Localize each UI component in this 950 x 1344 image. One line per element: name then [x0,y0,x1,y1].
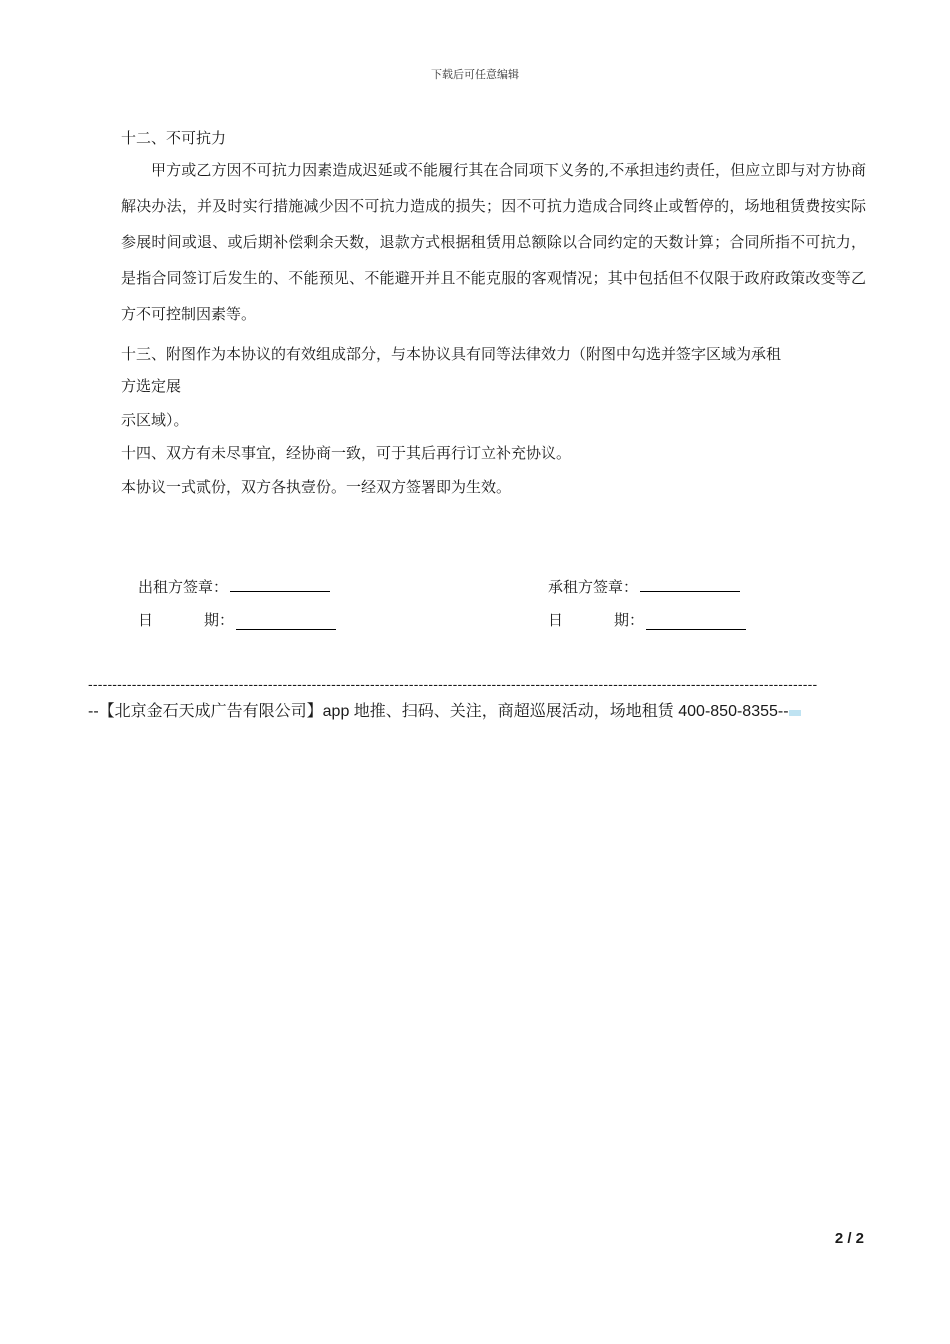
lessor-signature-label: 出租方签章： [138,578,229,596]
lessee-date-char-1: 日 [548,611,564,629]
lessee-date-row [548,610,746,635]
lessee-signature-row [548,577,740,597]
lessor-signature-row [138,577,330,597]
lessor-date-char-2: 期： [203,611,234,629]
lessor-date-char-1: 日 [138,611,154,629]
section-13-line-3: 示区域）。 [121,411,189,429]
text-cursor-highlight [789,710,801,716]
section-13-line-2: 方选定展 [121,377,182,395]
section-12-title: 十二、不可抗力 [121,129,227,147]
lessor-date-line [236,615,336,630]
section-13-line-1: 十三、附图作为本协议的有效组成部分，与本协议具有同等法律效力（附图中勾选并签字区域为承租 [121,345,782,363]
lessor-date-row [138,610,336,635]
lessee-date-line [646,615,746,630]
page-number: 2 / 2 [834,1230,864,1247]
lessor-date-label [138,610,234,630]
section-12-body: 甲方或乙方因不可抗力因素造成迟延或不能履行其在合同项下义务的,不承担违约责任，但应立即与对方协商解决办法，并及时实行措施减少因不可抗力造成的损失；因不可抗力造成合同终止或暂停的，场地租赁费按实际参展时间或退、或后期补偿剩余天数，退款方式根据租赁用总额除以合同约定的天数计算；合同所指不可抗力，是指合同签订后发生的、不能预见、不能避开并且不能克服的客观情况；其中包括但不仅限于政府政策改变等乙方不可控制因素等。 [121,161,866,323]
page-header: 下载后可任意编辑 [431,68,519,81]
lessee-signature-line [640,577,740,592]
closing-statement: 本协议一式贰份，双方各执壹份。一经双方签署即为生效。 [121,478,512,496]
footer-advertisement [88,700,866,724]
footer-ad-text: --【北京金石天成广告有限公司】app 地推、扫码、关注，商超巡展活动，场地租赁 400-850-8355-- [88,703,789,720]
separator-dashes: ------------------------------------------------------------------------------------------------------------------------------------------------------ [88,676,818,692]
lessee-date-label [548,610,644,630]
section-14: 十四、双方有未尽事宜，经协商一致，可于其后再行订立补充协议。 [121,444,572,462]
lessee-date-char-2: 期： [613,611,644,629]
lessor-signature-line [230,577,330,592]
lessee-signature-label: 承租方签章： [548,578,639,596]
